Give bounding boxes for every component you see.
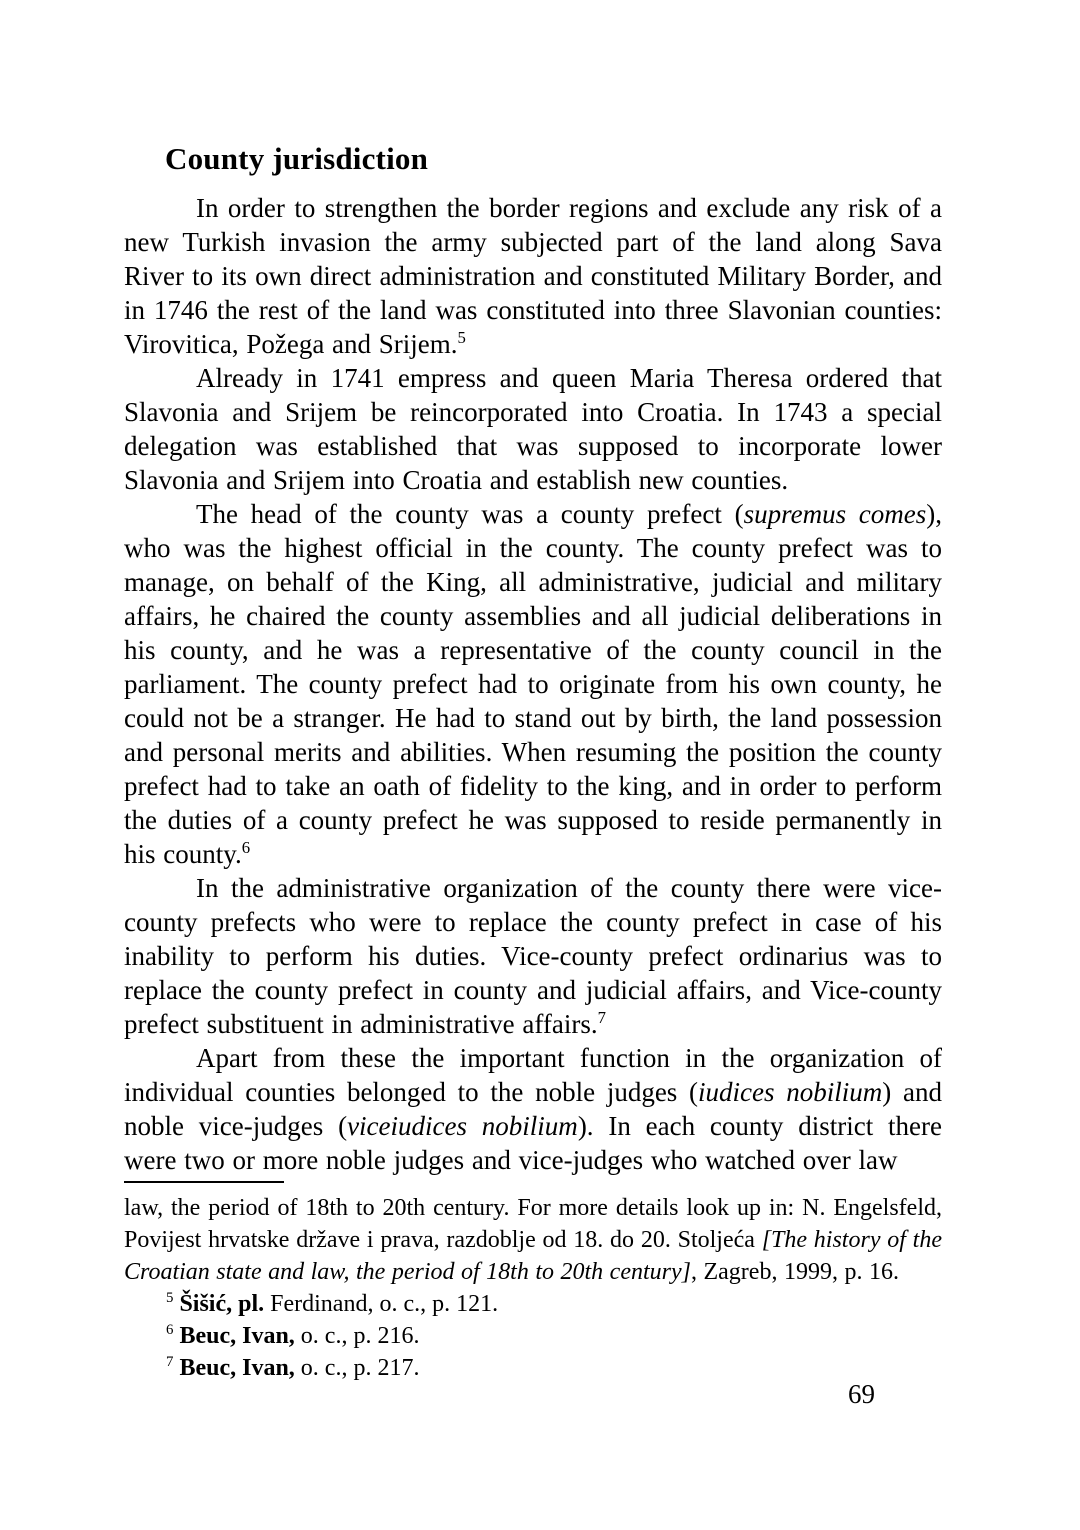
body-paragraph-1: In order to strengthen the border regions and exclude any risk of a new Turkish invasion the army subjected part of the land along Sava River to its own direct administration and constituted Military Border, and in 1746 the rest of the land was constituted into three Slavonian counties: Virovitica, Požega and Srijem.$^5$ (124, 193, 942, 359)
footnote-item-6: $^6$ Beuc, Ivan, o. c., p. 216. (166, 1322, 420, 1349)
footnote-item-7: $^7$ Beuc, Ivan, o. c., p. 217. (166, 1354, 420, 1381)
page-number: 69 (848, 1379, 875, 1409)
section-heading: County jurisdiction (165, 141, 429, 176)
footnote-continuation: law, the period of 18th to 20th century. For more details look up in: N. Engelsfeld, Povijest hrvatske države i prava, razdoblje od 18. do 20. Stoljeća [The history of the Croatian state and law, the period of 18th to 20th century], Zagreb, 1999, p. 16. (124, 1195, 943, 1285)
body-paragraph-5: Apart from these the important function in the organization of individual counties belonged to the noble judges (iudices nobilium) and noble vice-judges (viceiudices nobilium). In each county district there were two or more noble judges and vice-judges who watched over law (124, 1043, 942, 1175)
footnote-item-5: $^5$ Šišić, pl. Ferdinand, o. c., p. 121. (166, 1290, 499, 1317)
body-paragraph-2: Already in 1741 empress and queen Maria Theresa ordered that Slavonia and Srijem be reincorporated into Croatia. In 1743 a special delegation was established that was supposed to incorporate lower Slavonia and Srijem into Croatia and establish new counties. (124, 363, 942, 495)
body-paragraph-4: In the administrative organization of the county there were vice-county prefects who were to replace the county prefect in case of his inability to perform his duties. Vice-county prefect ordinarius was to replace the county prefect in county and judicial affairs, and Vice-county prefect substituent in administrative affairs.$^7$ (124, 873, 942, 1039)
footnote-separator (124, 1181, 284, 1183)
text-column (124, 140, 942, 1384)
body-paragraph-3: The head of the county was a county prefect (supremus comes), who was the highest official in the county. The county prefect was to manage, on behalf of the King, all administrative, judicial and military affairs, he chaired the county assemblies and all judicial deliberations in his county, and he was a representative of the county council in the parliament. The county prefect had to originate from his own county, he could not be a stranger. He had to stand out by birth, the land possession and personal merits and abilities. When resuming the position the county prefect had to take an oath of fidelity to the king, and in order to perform the duties of a county prefect he was supposed to reside permanently in his county.$^6$ (124, 499, 943, 869)
footnote-block (124, 1181, 942, 1384)
